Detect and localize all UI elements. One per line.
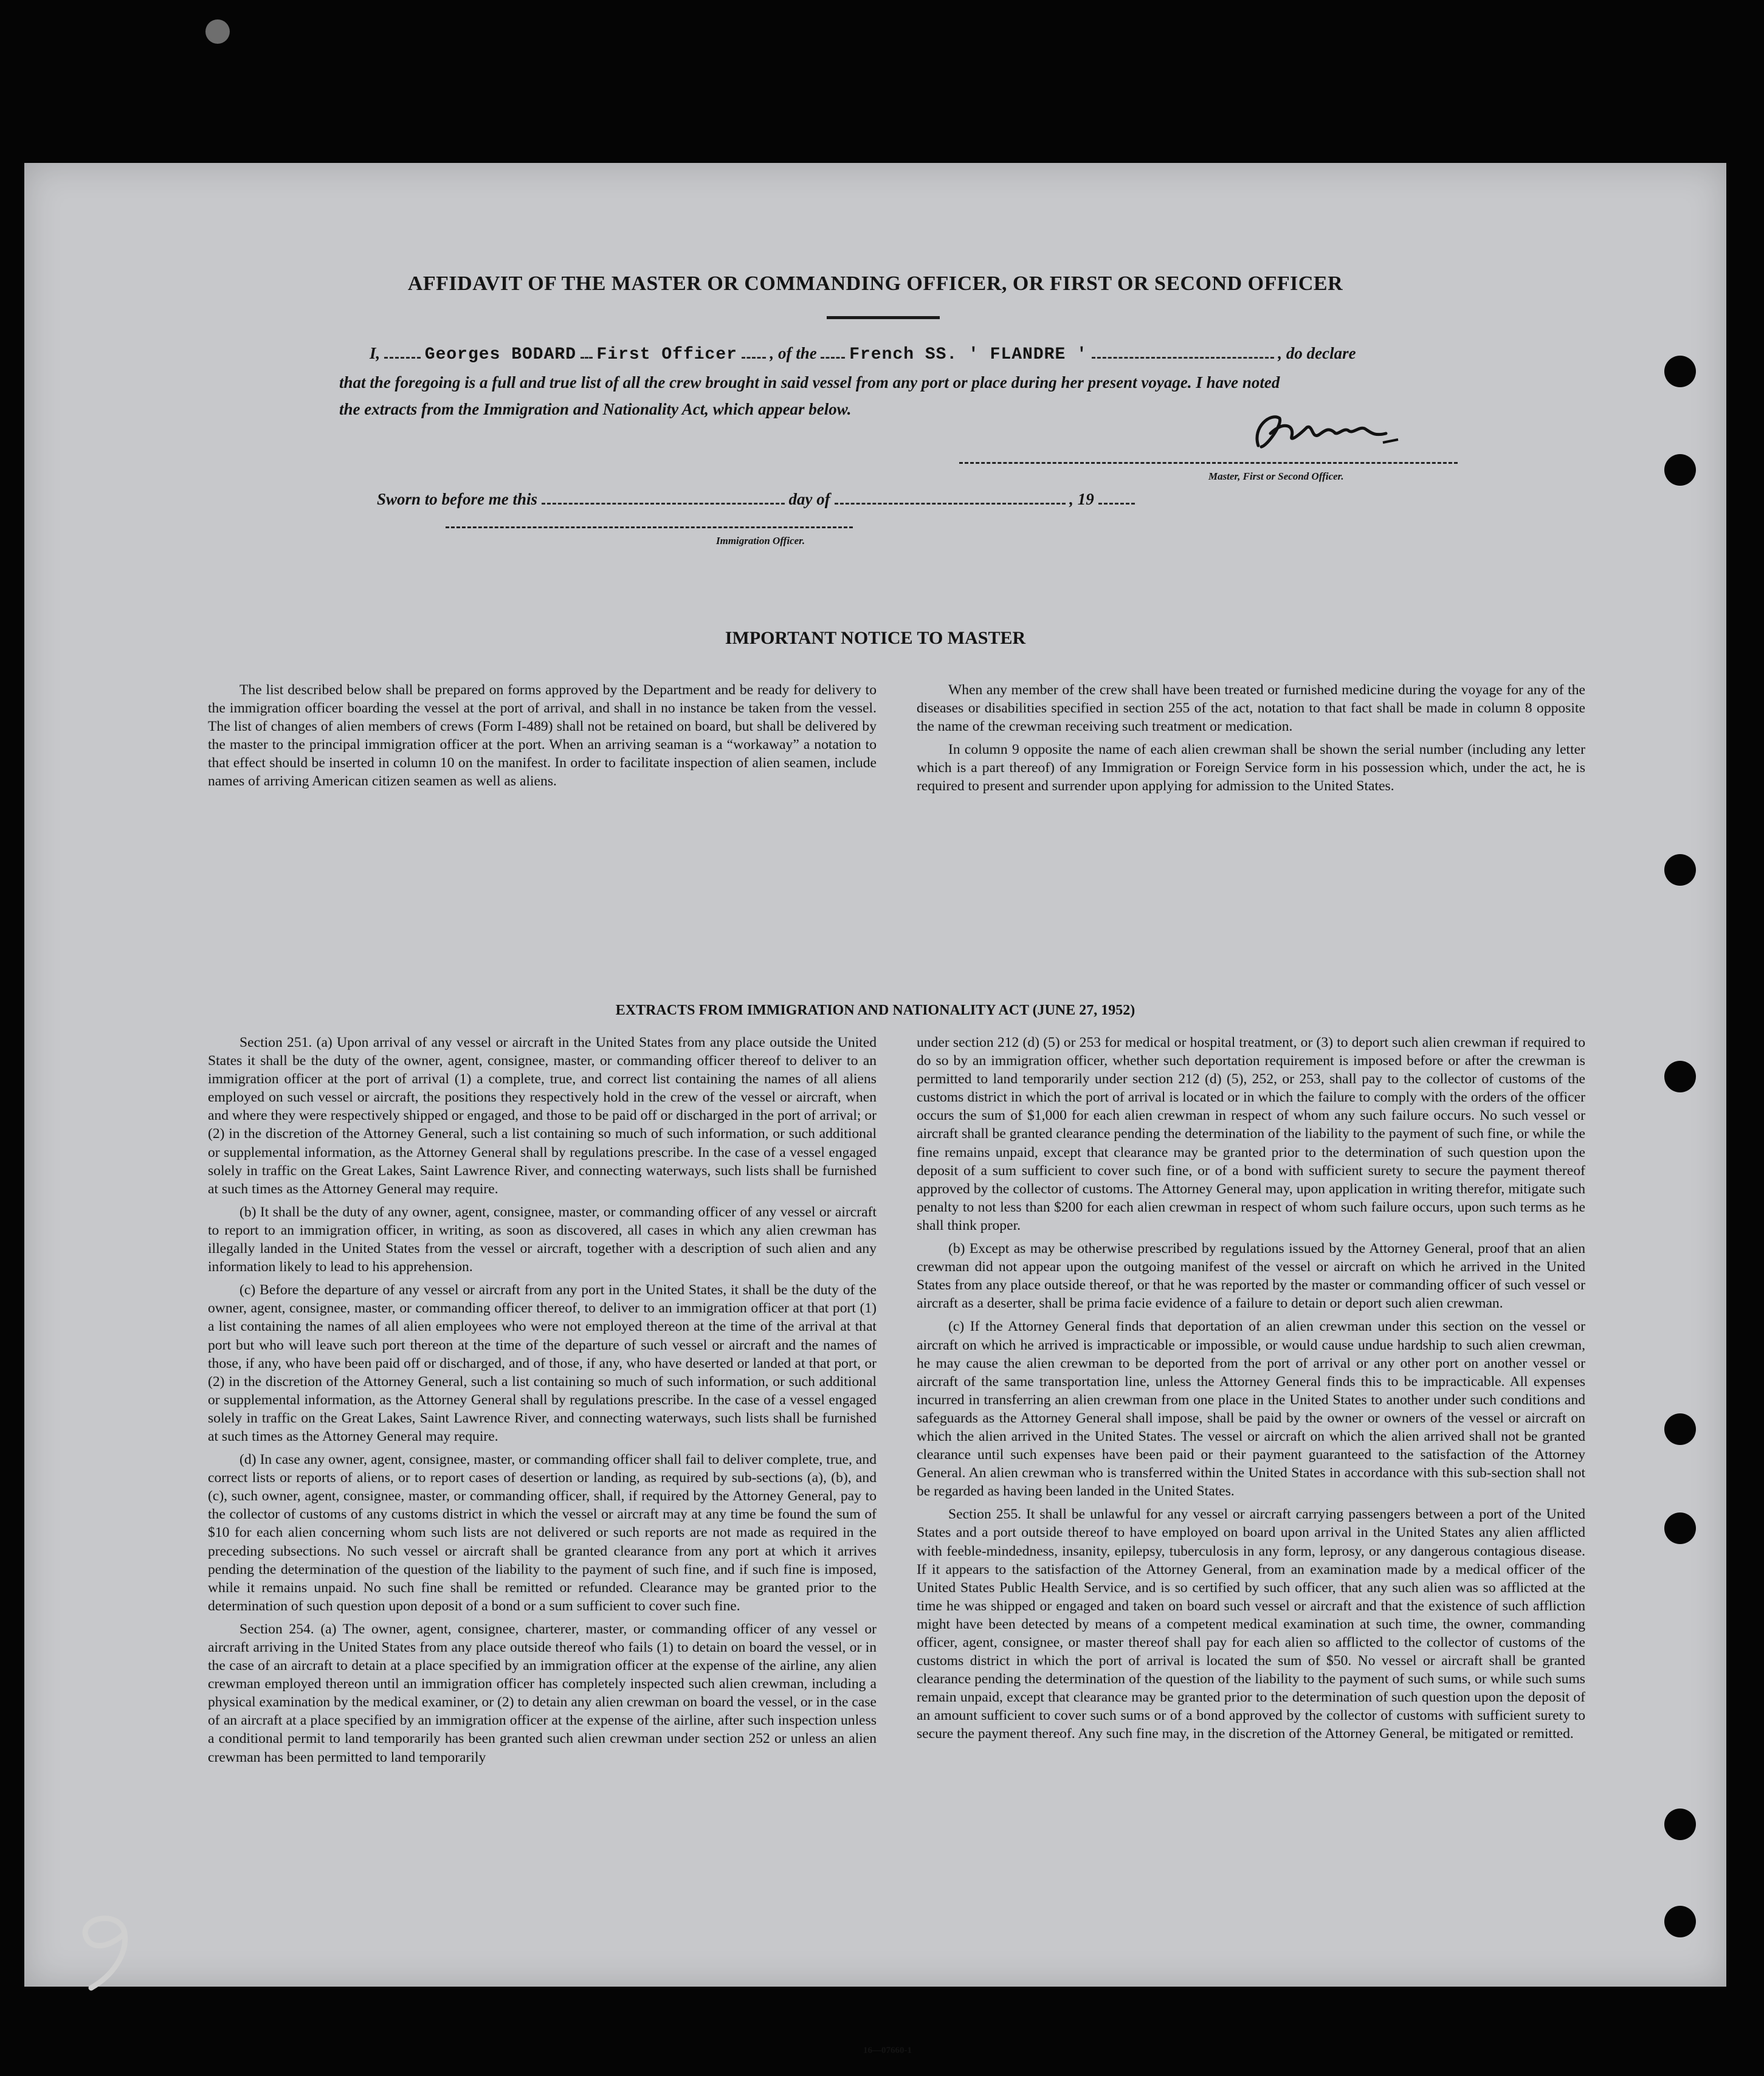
punch-hole — [1664, 1809, 1696, 1840]
signature-line — [959, 462, 1458, 464]
act-paragraph: Section 255. It shall be unlawful for any vessel or aircraft carrying passengers between a port of the United States and a port outside thereof to have employed on board upon arrival in the United States any alien afflicted with feeble-mindedness, insanity, epilepsy, tuberculosis in any form, leprosy, or any dangerous contagious disease. If it appears to the satisfaction of the Attorney General, from an examination made by a medical officer of the United States Public Health Service, and is so certified by such officer, that any such alien was so afflicted at the time he was shipped or engaged and taken on board such vessel or aircraft and that the existence of such affliction might have been detected by means of a competent medical examination at such time, the owner, commanding officer, agent, consignee, or master thereof shall pay for each alien so afflicted to the collector of customs of the customs district in which the port of arrival is located the sum of $50. No vessel or aircraft shall be granted clearance pending the determination of the question of the liability to the payment of such sums, or while such sums remain unpaid, except that clearance may be granted prior to the determination of such question upon the deposit of an amount sufficient to cover such sums or of a bond approved by the collector of customs with sufficient surety to secure the payment thereof. Any such fine may, in the discretion of the Attorney General, be mitigated or remitted. — [917, 1506, 1585, 1742]
title-rule — [827, 316, 940, 319]
notice-right-column — [917, 681, 1585, 801]
declaration-line — [370, 344, 1356, 364]
act-paragraph: (d) In case any owner, agent, consignee, master, or commanding officer shall fail to deliver complete, true, and correct lists or reports of aliens, or to report cases of desertion or landing, as required by sub-sections (a), (b), and (c), such owner, agent, consignee, master, or commanding officer, shall, if required by the Attorney General, pay to the collector of customs of any customs district in which the vessel or aircraft may at any time be found the sum of $10 for each alien concerning whom such lists are not delivered or such reports are not made as required in the preceding subsections. No such vessel or aircraft shall be granted clearance from any port at which it arrives pending the determination of the question of the liability to the payment of such fine, and if such fine is imposed, while it remains unpaid. No such fine shall be remitted or refunded. Clearance may be granted prior to the determination of such question upon deposit of a bond or a sum sufficient to cover such fine. — [208, 1452, 877, 1614]
officer-title: First Officer — [596, 345, 737, 364]
punch-hole — [1664, 1413, 1696, 1445]
punch-hole — [1664, 854, 1696, 886]
extracts-left-column — [208, 1033, 877, 1771]
declaration-line-3: the extracts from the Immigration and Nationality Act, which appear below. — [339, 400, 852, 418]
declaration-prefix: I, — [370, 344, 381, 362]
of-the-label: , of the — [770, 344, 817, 362]
punch-hole — [1664, 454, 1696, 486]
do-declare-label: , do declare — [1278, 344, 1356, 362]
act-paragraph: Section 254. (a) The owner, agent, consignee, charterer, master, or commanding officer of any vessel or aircraft arriving in the United States from any place outside thereof who fails (1) to detain on board the vessel, or in the case of an aircraft to detain at a place specified by an immigration officer at the expense of the airline, any alien crewman employed thereon until an immigration officer has completely inspected such alien crewman, including a physical examination by the medical examiner, or (2) to detain any alien crewman on board the vessel, or in the case of an aircraft at a place specified by an immigration officer at the expense of the airline, after such inspection unless a conditional permit to land temporarily has been granted such alien crewman under section 252 or unless an alien crewman has been permitted to land temporarily — [208, 1621, 877, 1765]
notice-paragraph: When any member of the crew shall have been treated or furnished medicine during the voyage for any of the diseases or disabilities specified in section 255 of the act, notation to that fact shall be made in column 8 opposite the name of the crewman receiving such treatment or medication. — [917, 682, 1585, 735]
sworn-prefix: Sworn to before me this — [377, 490, 538, 508]
extracts-right-column — [917, 1033, 1585, 1748]
punch-hole — [1664, 1512, 1696, 1544]
notice-title: IMPORTANT NOTICE TO MASTER — [725, 628, 1026, 648]
declaration-line-2: that the foregoing is a full and true list of all the crew brought in said vessel from any port or place during her present voyage. I have noted — [339, 373, 1280, 391]
sworn-line — [377, 490, 1135, 509]
sworn-day-of: day of — [788, 490, 830, 508]
act-paragraph: (b) Except as may be otherwise prescribed by regulations issued by the Attorney General, proof that an alien crewman did not appear upon the outgoing manifest of the vessel or aircraft on which he arrived in the United States from any place outside thereof, or that he was reported by the master or commanding officer of such vessel or aircraft as a deserter, shall be prima facie evidence of a failure to detain or deport such alien crewman. — [917, 1241, 1585, 1312]
punch-hole — [1664, 356, 1696, 387]
extracts-title: EXTRACTS FROM IMMIGRATION AND NATIONALITY ACT (JUNE 27, 1952) — [615, 1002, 1135, 1018]
act-paragraph: (b) It shall be the duty of any owner, agent, consignee, master, or commanding officer of any vessel or aircraft to report to an immigration officer, in writing, as soon as discovered, all cases in which any alien crewman has illegally landed in the United States from the vessel or aircraft, together with a description of such alien and any information likely to lead to his apprehension. — [208, 1204, 877, 1275]
act-paragraph: (c) If the Attorney General finds that deportation of an alien crewman under this section on the vessel or aircraft on which he arrived is impracticable or impossible, or would cause undue hardship to such alien crewman, he may cause the alien crewman to be deported from the port of arrival or any other port on another vessel or aircraft of the same transportation line, unless the Attorney General finds this to be impracticable. All expenses incurred in transferring an alien crewman from one place in the United States to another under such conditions and safeguards as the Attorney General shall impose, shall be paid by the owner or owners of the vessel or aircraft on which the alien arrived in the United States. The vessel or aircraft on which the alien arrived shall not be granted clearance until such expenses have been paid or their payment guaranteed to the satisfaction of the Attorney General. An alien crewman who is transferred within the United States in accordance with this sub-section shall not be regarded as having been landed in the United States. — [917, 1319, 1585, 1500]
act-paragraph: Section 251. (a) Upon arrival of any vessel or aircraft in the United States from any place outside the United States it shall be the duty of the owner, agent, consignee, master, or commanding officer thereof to deliver to an immigration officer at the port of arrival (1) a complete, true, and correct list containing the names of all aliens employed on such vessel or aircraft, the positions they respectively hold in the crew of the vessel or aircraft, when and where they were respectively shipped or engaged, and those to be paid off or discharged in the port of arrival; or (2) in the discretion of the Attorney General, such a list containing so much of such information, or such additional or supplemental information, as the Attorney General shall by regulations prescribe. In the case of a vessel engaged solely in traffic on the Great Lakes, Saint Lawrence River, and connecting waterways, such lists shall be furnished at such times as the Attorney General may require. — [208, 1035, 877, 1197]
margin-number — [61, 1906, 158, 1997]
signature-caption: Master, First or Second Officer. — [1208, 471, 1344, 482]
act-paragraph: (c) Before the departure of any vessel or aircraft from any port in the United States, it shall be the duty of the owner, agent, consignee, master, or commanding officer thereof, to deliver to an immigration officer at that port (1) a list containing the names of all alien employees who were not employed thereon at the time of the arrival at that port but who will leave such port thereon at the time of the departure of such vessel or aircraft and the names of those, if any, who have been paid off or discharged, and of those, if any, who have deserted or landed at that port, or (2) in the discretion of the Attorney General, such a list containing so much of such information, or such additional or supplemental information, as the Attorney General shall by regulations prescribe. In the case of a vessel engaged solely in traffic on the Great Lakes, Saint Lawrence River, and connecting waterways, such lists shall be furnished at such times as the Attorney General may require. — [208, 1282, 877, 1444]
punch-hole — [1664, 1061, 1696, 1092]
officer-signature-line — [446, 526, 853, 528]
vessel-name: French SS. ' FLANDRE ' — [849, 345, 1087, 364]
sworn-year: , 19 — [1069, 490, 1094, 508]
act-paragraph: under section 212 (d) (5) or 253 for medical or hospital treatment, or (3) to deport such alien crewman if required to do so by an immigration officer, whether such deportation requirement is imposed before or after the crewman is permitted to land temporarily under section 212 (d) (5), 252, or 253, shall pay to the collector of customs of the customs district in which the port of arrival is located or in which the failure to comply with the orders of the officer occurs the sum of $1,000 for each alien crewman in respect of whom any such failure occurs. No such vessel or aircraft shall be granted clearance pending the determination of the liability to the payment of such fine, or while the fine remains unpaid, except that clearance may be granted prior to the determination of such question upon the deposit of a sum sufficient to cover such fine, or of a bond with sufficient surety to secure the payment thereof approved by the collector of customs. The Attorney General may, upon application in writing therefor, mitigate such penalty to not less than $200 for each alien crewman in respect of whom such failure occurs, upon such terms as he shall think proper. — [917, 1035, 1585, 1233]
scan-speck — [205, 19, 230, 44]
affidavit-title: AFFIDAVIT OF THE MASTER OR COMMANDING OFFICER, OR FIRST OR SECOND OFFICER — [407, 272, 1343, 295]
notice-paragraph: The list described below shall be prepared on forms approved by the Department and be ready for delivery to the immigration officer boarding the vessel at the port of arrival, and shall in no instance be taken from the vessel. The list of changes of alien members of crews (Form I-489) shall not be retained on board, but shall be delivered by the master to the principal immigration officer at the port. When an arriving seaman is a “workaway” a notation to that effect should be inserted in column 10 on the manifest. In order to facilitate inspection of alien seamen, include names of arriving American citizen seamen as well as aliens. — [208, 682, 877, 790]
punch-hole — [1664, 1906, 1696, 1937]
notice-paragraph: In column 9 opposite the name of each alien crewman shall be shown the serial number (including any letter which is a part thereof) of any Immigration or Foreign Service form in his possession which, under the act, he is required to present and surrender upon applying for admission to the United States. — [917, 742, 1585, 795]
affidavit-page — [24, 163, 1726, 2055]
officer-signature — [1246, 403, 1410, 461]
notice-left-column — [208, 681, 877, 796]
officer-caption: Immigration Officer. — [716, 535, 805, 547]
form-number: 16—07660-1 — [863, 2046, 912, 2055]
officer-name: Georges BODARD — [424, 345, 577, 364]
